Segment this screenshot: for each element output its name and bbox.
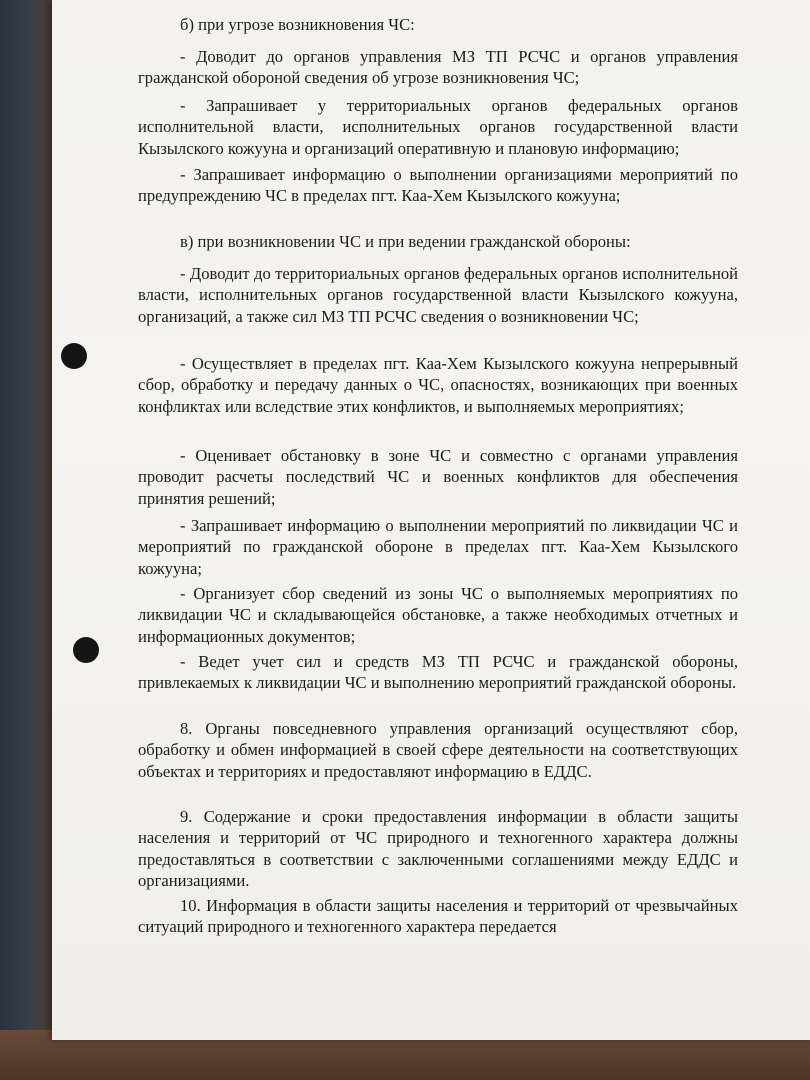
punch-hole-icon	[73, 637, 99, 663]
punch-hole-icon	[61, 343, 87, 369]
subsection-b-heading: б) при угрозе возникновения ЧС:	[180, 15, 415, 34]
paragraph: - Ведет учет сил и средств МЗ ТП РСЧС и гражданской обороны, привлекаемых к ликвидации ЧС и выполнению мероприятий гражданской обороны.	[138, 652, 738, 693]
paragraph: - Доводит до органов управления МЗ ТП РСЧС и органов управления гражданской обороной сведения об угрозе возникновения ЧС;	[138, 47, 738, 88]
paragraph: - Запрашивает информацию о выполнении мероприятий по ликвидации ЧС и мероприятий по гражданской обороне в пределах пгт. Каа-Хем Кызылского кожууна;	[138, 516, 738, 578]
paragraph-9: 9. Содержание и сроки предоставления информации в области защиты населения и территорий от ЧС природного и техногенного характера должны предоставляться в соответствии с заключенными соглашениями между ЕДДС и организациями.	[138, 807, 738, 890]
paragraph: - Организует сбор сведений из зоны ЧС о выполняемых мероприятиях по ликвидации ЧС и складывающейся обстановке, а также необходимых отчетных и информационных документов;	[138, 584, 738, 646]
paragraph-10: 10. Информация в области защиты населения и территорий от чрезвычайных ситуаций природного и техногенного характера передается	[138, 896, 738, 937]
paragraph: - Запрашивает информацию о выполнении организациями мероприятий по предупреждению ЧС в пределах пгт. Каа-Хем Кызылского кожууна;	[138, 165, 738, 206]
paragraph: - Доводит до территориальных органов федеральных органов исполнительной власти, исполнительных органов государственной власти Кызылского кожууна, организаций, а также сил МЗ ТП РСЧС сведения о возникновении ЧС;	[138, 264, 738, 326]
subsection-v-heading: в) при возникновении ЧС и при ведении гражданской обороны:	[180, 232, 631, 251]
paragraph-8: 8. Органы повседневного управления организаций осуществляют сбор, обработку и обмен информацией в своей сфере деятельности на соответствующих объектах и территориях и предоставляют информацию в ЕДДС.	[138, 719, 738, 781]
paragraph: - Запрашивает у территориальных органов федеральных органов исполнительной власти, исполнительных органов государственной власти Кызылского кожууна и организаций оперативную и плановую информацию;	[138, 96, 738, 158]
paragraph: - Оценивает обстановку в зоне ЧС и совместно с органами управления проводит расчеты последствий ЧС и военных конфликтов для обеспечения принятия решений;	[138, 446, 738, 508]
paragraph: - Осуществляет в пределах пгт. Каа-Хем Кызылского кожууна непрерывный сбор, обработку и передачу данных о ЧС, опасностях, возникающих при военных конфликтах или вследствие этих конфликтов, и выполняемых мероприятиях;	[138, 354, 738, 416]
dark-edge-left	[0, 0, 52, 1080]
